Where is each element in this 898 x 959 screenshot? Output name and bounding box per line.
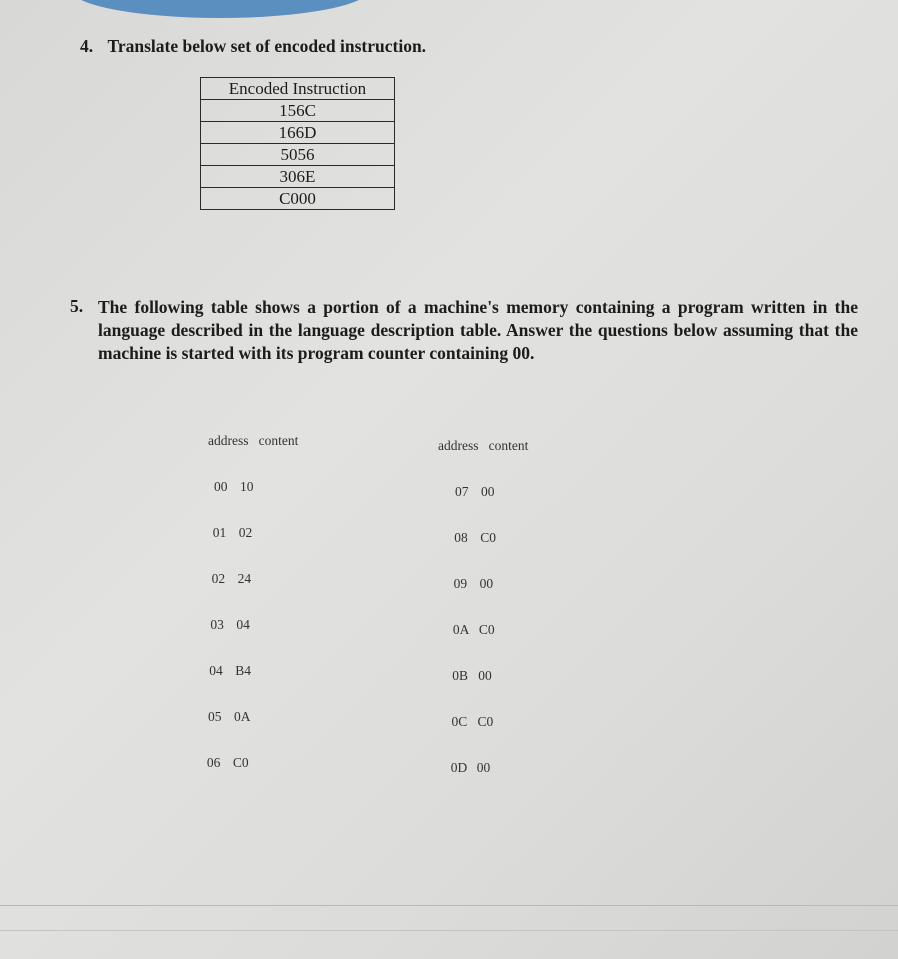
encoded-instruction-table [200, 77, 395, 210]
memory-content: 00 [478, 668, 492, 683]
memory-table-right [438, 438, 529, 775]
memory-content: 02 [238, 525, 253, 540]
question-4-text: Translate below set of encoded instruction. [107, 36, 427, 56]
table-cell: 156C [201, 100, 395, 122]
memory-address: 09 [453, 576, 468, 591]
table-cell: 166D [201, 122, 395, 144]
memory-row [452, 714, 494, 730]
blue-header-arc [70, 0, 370, 18]
memory-address: 0B [452, 668, 468, 683]
memory-table-left [206, 433, 299, 770]
table-cell: C000 [201, 188, 395, 210]
memory-row [455, 484, 495, 500]
memory-content: 24 [237, 571, 252, 586]
question-4 [80, 36, 426, 57]
memory-content: 04 [236, 617, 250, 632]
page-edge-line [0, 905, 898, 906]
memory-row [453, 622, 495, 638]
memory-address: 05 [208, 709, 222, 724]
memory-content: C0 [477, 714, 494, 729]
memory-row [454, 576, 494, 592]
memory-row [452, 668, 492, 684]
memory-row [213, 525, 253, 541]
memory-row [212, 571, 252, 587]
memory-row [451, 760, 491, 776]
memory-address: 06 [206, 755, 221, 770]
question-4-number: 4. [80, 36, 94, 56]
memory-address: 0D [450, 760, 468, 775]
memory-row [209, 663, 251, 679]
memory-content: 0A [234, 709, 251, 724]
memory-content: C0 [480, 530, 497, 545]
page-edge-line [0, 930, 898, 931]
memory-address: 0A [452, 622, 470, 637]
memory-address: 07 [455, 484, 469, 499]
memory-content: B4 [235, 663, 251, 678]
memory-address: 00 [214, 479, 228, 494]
memory-row [207, 755, 249, 771]
memory-address: 01 [212, 525, 227, 540]
memory-address: 04 [209, 663, 223, 678]
memory-header: address content [438, 438, 529, 453]
memory-address: 08 [454, 530, 468, 545]
memory-content: 00 [476, 760, 491, 775]
table-cell: 306E [201, 166, 395, 188]
memory-content: C0 [232, 755, 249, 770]
memory-row [214, 479, 254, 495]
question-5-number: 5. [70, 296, 84, 316]
memory-address: 0C [451, 714, 468, 729]
question-5-text: The following table shows a portion of a machine's memory containing a program written in the language described in the language description table. Answer the questions below assuming that the machine is started with its program counter containing 00. [98, 297, 858, 363]
memory-content: 10 [240, 479, 254, 494]
table-cell: 5056 [201, 144, 395, 166]
memory-address: 03 [210, 617, 224, 632]
table-header: Encoded Instruction [201, 78, 395, 100]
memory-content: 00 [481, 484, 495, 499]
memory-row [210, 617, 250, 633]
memory-header: address content [208, 433, 299, 448]
memory-address: 02 [211, 571, 226, 586]
memory-content: C0 [478, 622, 495, 637]
memory-row [454, 530, 496, 546]
memory-content: 00 [479, 576, 494, 591]
memory-row [208, 709, 251, 725]
